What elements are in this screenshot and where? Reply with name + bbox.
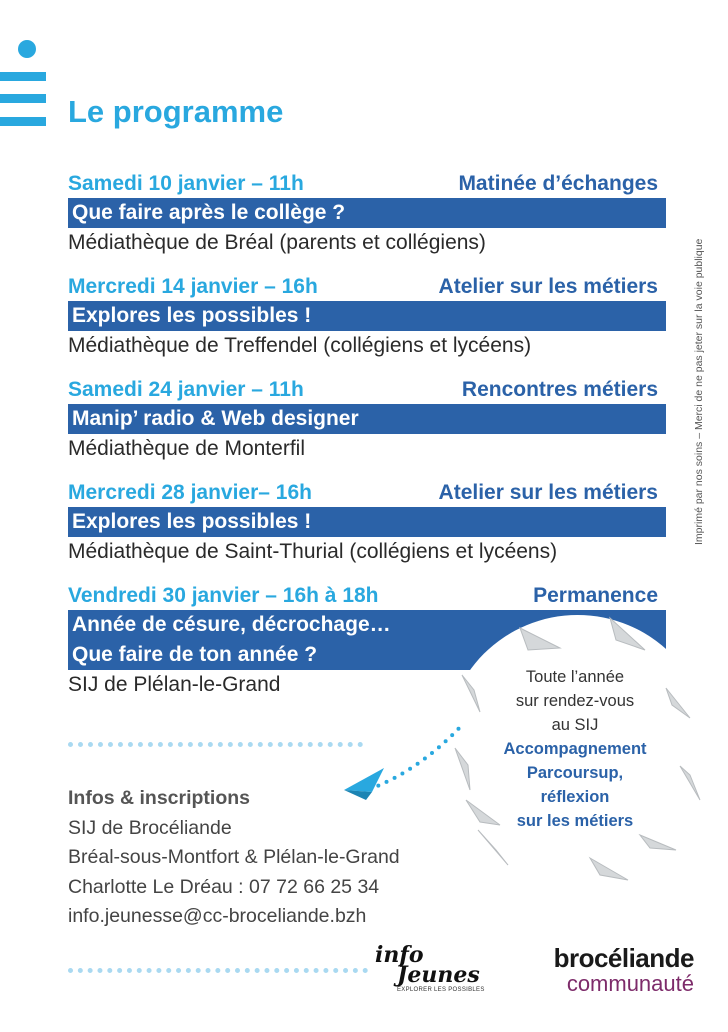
event-type: Atelier sur les métiers	[438, 481, 658, 504]
info-jeunes-logo: info Jeunes EXPLORER LES POSSIBLES	[375, 942, 485, 993]
page-title: Le programme	[68, 94, 284, 129]
print-notice: Imprimé par nos soins – Merci de ne pas jeter sur la voie publique	[693, 238, 705, 545]
event-place: Médiathèque de Treffendel (collégiens et lycéens)	[68, 334, 532, 357]
event-date: Samedi 10 janvier – 11h	[68, 172, 304, 195]
event-title: Manip’ radio & Web designer	[72, 407, 359, 430]
event-date: Mercredi 14 janvier – 16h	[68, 275, 318, 298]
event-type: Permanence	[533, 584, 658, 607]
event-title: Explores les possibles !	[72, 304, 312, 327]
event-date: Mercredi 28 janvier– 16h	[68, 481, 312, 504]
broceliande-logo: brocéliande communauté	[553, 943, 694, 996]
contact-email[interactable]: info.jeunesse@cc-broceliande.bzh	[68, 905, 367, 927]
contact-locations: Bréal-sous-Montfort & Plélan-le-Grand	[68, 846, 400, 868]
contact-heading: Infos & inscriptions	[68, 787, 251, 809]
event-date: Samedi 24 janvier – 11h	[68, 378, 304, 401]
event-place: Médiathèque de Bréal (parents et collégiens)	[68, 231, 486, 254]
contact-info	[68, 784, 400, 932]
plane-trail	[370, 725, 462, 789]
event-type: Rencontres métiers	[461, 378, 658, 401]
event-title: Année de césure, décrochage…	[72, 613, 391, 636]
contact-org: SIJ de Brocéliande	[68, 816, 232, 839]
event-type: Atelier sur les métiers	[438, 275, 658, 298]
contact-phone[interactable]: Charlotte Le Dréau : 07 72 66 25 34	[68, 875, 380, 898]
event-place: SIJ de Plélan-le-Grand	[68, 673, 281, 696]
event-title-line-2: Que faire de ton année ?	[72, 643, 318, 666]
event-place: Médiathèque de Monterfil	[68, 437, 305, 460]
event-place: Médiathèque de Saint-Thurial (collégiens et lycéens)	[68, 540, 558, 563]
event-title: Explores les possibles !	[72, 510, 312, 533]
callout-text: Toute l’année sur rendez-vous au SIJ Accompagnement Parcoursup, réflexion sur les métiers	[503, 668, 647, 830]
event-date: Vendredi 30 janvier – 16h à 18h	[68, 584, 379, 607]
event-title: Que faire après le collège ?	[72, 201, 346, 224]
event-type: Matinée d’échanges	[458, 172, 658, 195]
